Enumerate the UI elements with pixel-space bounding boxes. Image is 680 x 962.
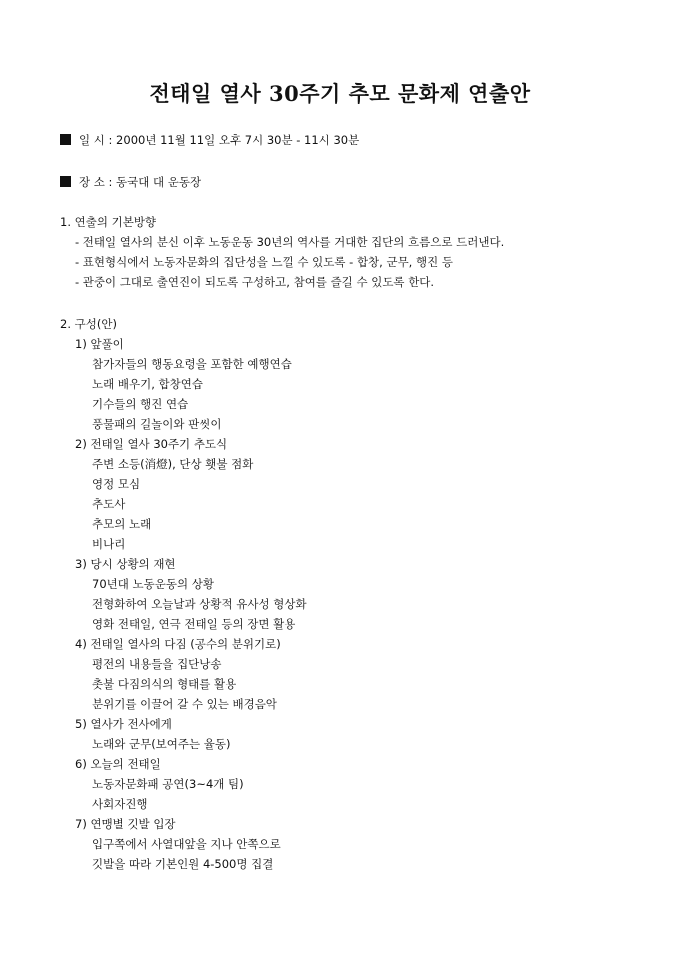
part-line: 70년대 노동운동의 상황 — [92, 577, 214, 591]
part-line: 분위기를 이끌어 갈 수 있는 배경음악 — [92, 697, 277, 711]
part-line: 참가자들의 행동요령을 포함한 예행연습 — [92, 357, 292, 371]
part-line: 풍물패의 길놀이와 판씻이 — [92, 417, 222, 431]
part-line: 영정 모심 — [92, 477, 141, 491]
section2-heading: 2. 구성(안) — [60, 317, 117, 331]
square-bullet-icon — [60, 176, 71, 187]
info-date-text: 일 시 : 2000년 11월 11일 오후 7시 30분 - 11시 30분 — [79, 133, 360, 147]
part-line: 노래 배우기, 합창연습 — [92, 377, 203, 391]
part-line: 영화 전태일, 연극 전태일 등의 장면 활용 — [92, 617, 296, 631]
part-line: 노동자문화패 공연(3~4개 팀) — [92, 777, 244, 791]
part-line: 전형화하여 오늘날과 상황적 유사성 형상화 — [92, 597, 307, 611]
part-label: 5) 열사가 전사에게 — [75, 717, 172, 731]
part-line: 비나리 — [92, 537, 126, 551]
section1-item: - 표현형식에서 노동자문화의 집단성을 느낄 수 있도록 - 합창, 군무, 행진 등 — [75, 255, 453, 269]
part-label: 2) 전태일 열사 30주기 추도식 — [75, 437, 228, 451]
document-title: 전태일 열사 30주기 추모 문화제 연출안 — [149, 81, 531, 106]
part-line: 주변 소등(消燈), 단상 횃불 점화 — [92, 457, 254, 471]
part-line: 기수들의 행진 연습 — [92, 397, 189, 411]
part-line: 추도사 — [92, 497, 126, 511]
info-place-text: 장 소 : 동국대 대 운동장 — [79, 175, 202, 189]
part-label: 6) 오늘의 전태일 — [75, 757, 161, 771]
part-line: 평전의 내용들을 집단낭송 — [92, 657, 222, 671]
part-label: 7) 연맹별 깃발 입장 — [75, 817, 176, 831]
part-label: 4) 전태일 열사의 다짐 (공수의 분위기로) — [75, 637, 281, 651]
part-line: 사회자진행 — [92, 797, 148, 811]
square-bullet-icon — [60, 134, 71, 145]
section1-item: - 관중이 그대로 출연진이 되도록 구성하고, 참여를 즐길 수 있도록 한다. — [75, 275, 435, 289]
info-date — [60, 132, 359, 148]
section1-item: - 전태일 열사의 분신 이후 노동운동 30년의 역사를 거대한 집단의 흐름으로 드러낸다. — [75, 235, 505, 249]
part-line: 촛불 다짐의식의 형태를 활용 — [92, 677, 237, 691]
section1-heading: 1. 연출의 기본방향 — [60, 215, 157, 229]
part-line: 깃발을 따라 기본인원 4-500명 집결 — [92, 857, 274, 871]
part-line: 입구쪽에서 사열대앞을 지나 안쪽으로 — [92, 837, 281, 851]
part-label: 3) 당시 상황의 재현 — [75, 557, 176, 571]
info-place — [60, 174, 201, 190]
part-line: 추모의 노래 — [92, 517, 152, 531]
part-label: 1) 앞풀이 — [75, 337, 124, 351]
part-line: 노래와 군무(보여주는 율동) — [92, 737, 231, 751]
